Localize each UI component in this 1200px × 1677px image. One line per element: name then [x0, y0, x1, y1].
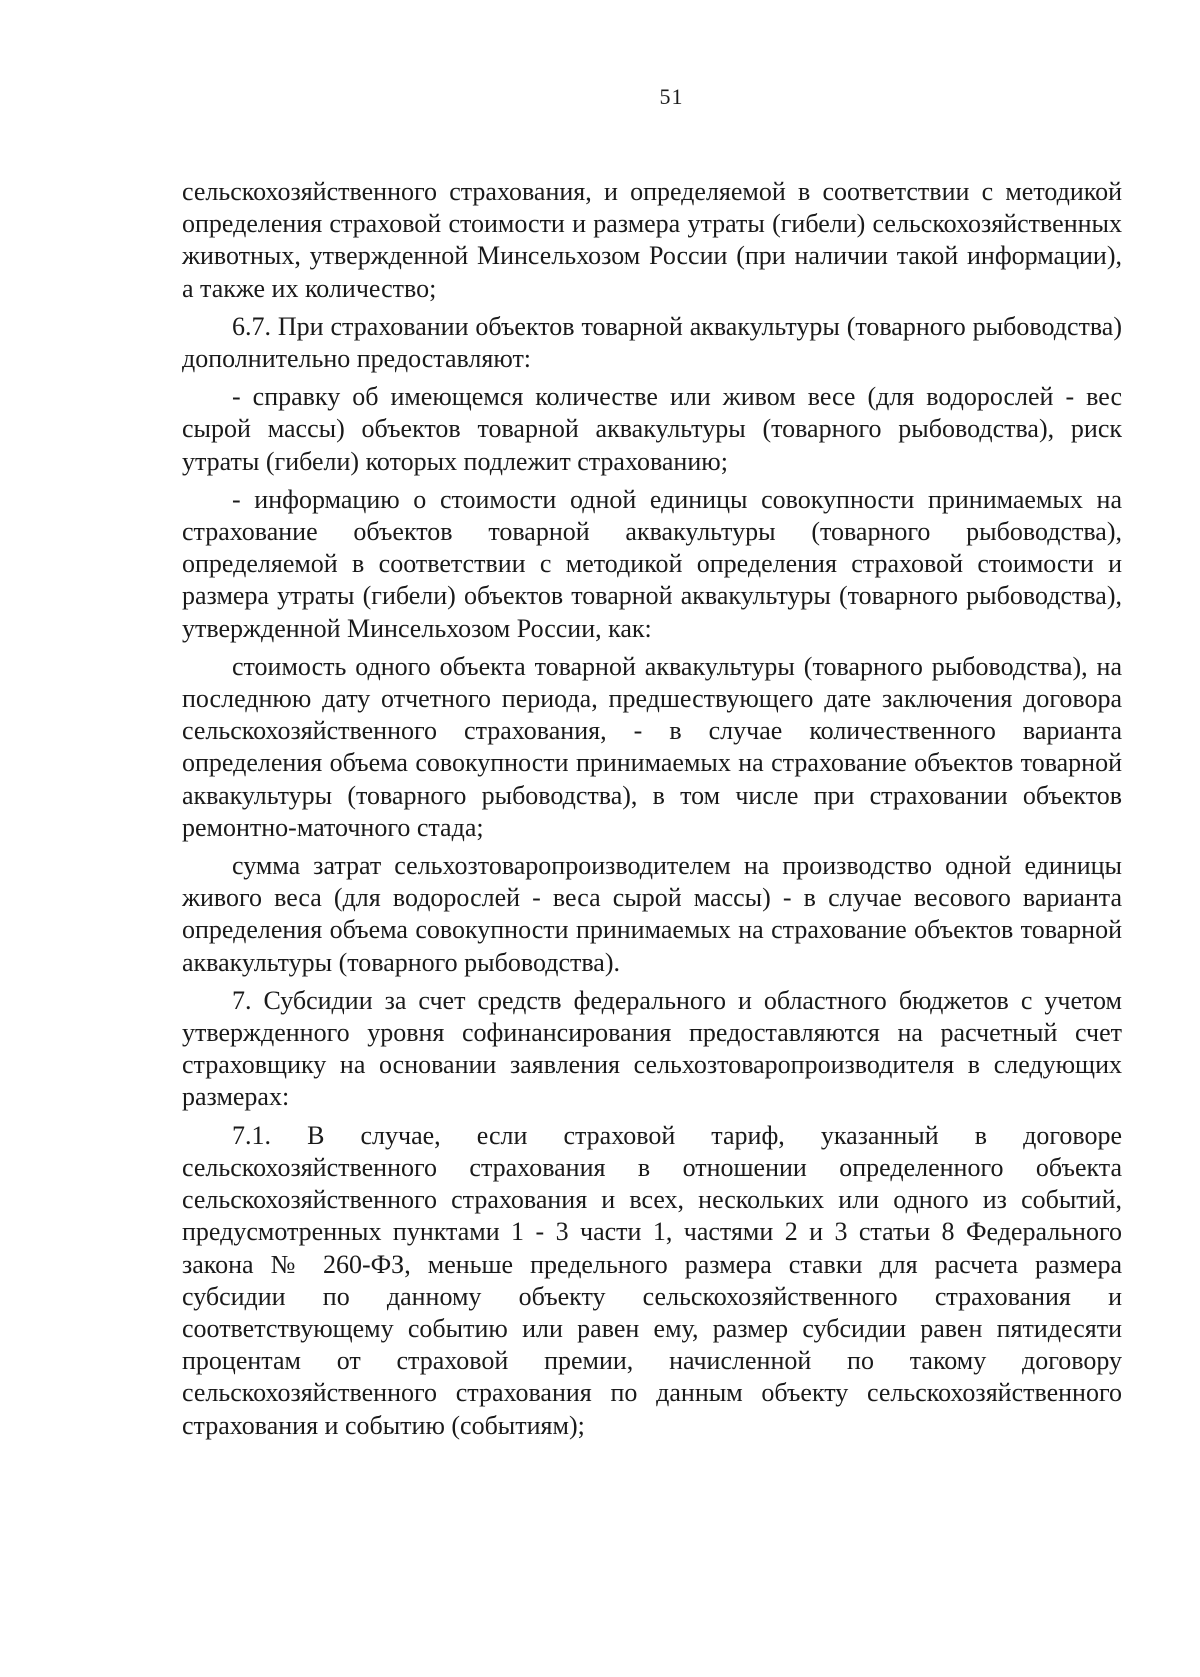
page-number: 51 [659, 84, 684, 109]
paragraph-certificate-item: - справку об имеющемся количестве или живом весе (для водорослей - вес сырой массы) объектов товарной аквакультуры (товарного рыбоводства), риск утраты (гибели) которых подлежит страхованию; [182, 382, 1122, 476]
paragraph-6-7: 6.7. При страховании объектов товарной аквакультуры (товарного рыбоводства) дополнительно предоставляют: [182, 311, 1122, 374]
document-body [182, 176, 1122, 1448]
paragraph-cost-info-item: - информацию о стоимости одной единицы совокупности принимаемых на страхование объектов товарной аквакультуры (товарного рыбоводства), определяемой в соответствии с методикой определения страховой стоимости и размера утраты (гибели) объектов товарной аквакультуры (товарного рыбоводства), утвержденной Минсельхозом России, как: [182, 484, 1122, 643]
paragraph-object-cost: стоимость одного объекта товарной аквакультуры (товарного рыбоводства), на последнюю дату отчетного периода, предшествующего дате заключения договора сельскохозяйственного страхования, - в случае количественного варианта определения объема совокупности принимаемых на страхование объектов товарной аквакультуры (товарного рыбоводства), в том числе при страховании объектов ремонтно-маточного стада; [182, 651, 1122, 842]
paragraph-7-1: 7.1. В случае, если страховой тариф, указанный в договоре сельскохозяйственного страхования в отношении определенного объекта сельскохозяйственного страхования и всех, нескольких или одного из событий, предусмотренных пунктами 1 - 3 части 1, частями 2 и 3 статьи 8 Федерального закона № 260-ФЗ, меньше предельного размера ставки для расчета размера субсидии по данному объекту сельскохозяйственного страхования и соответствующему событию или равен ему, размер субсидии равен пятидесяти процентам от страховой премии, начисленной по такому договору сельскохозяйственного страхования по данным объекту сельскохозяйственного страхования и событию (событиям); [182, 1120, 1122, 1440]
paragraph-7: 7. Субсидии за счет средств федерального и областного бюджетов с учетом утвержденного уровня софинансирования предоставляются на расчетный счет страховщику на основании заявления сельхозтоваропроизводителя в следующих размерах: [182, 985, 1122, 1112]
paragraph-continuation: сельскохозяйственного страхования, и определяемой в соответствии с методикой определения страховой стоимости и размера утраты (гибели) сельскохозяйственных животных, утвержденной Минсельхозом России (при наличии такой информации), а также их количество; [182, 177, 1122, 303]
paragraph-costs-sum: сумма затрат сельхозтоваропроизводителем на производство одной единицы живого веса (для водорослей - веса сырой массы) - в случае весового варианта определения объема совокупности принимаемых на страхование объектов товарной аквакультуры (товарного рыбоводства). [182, 851, 1122, 977]
